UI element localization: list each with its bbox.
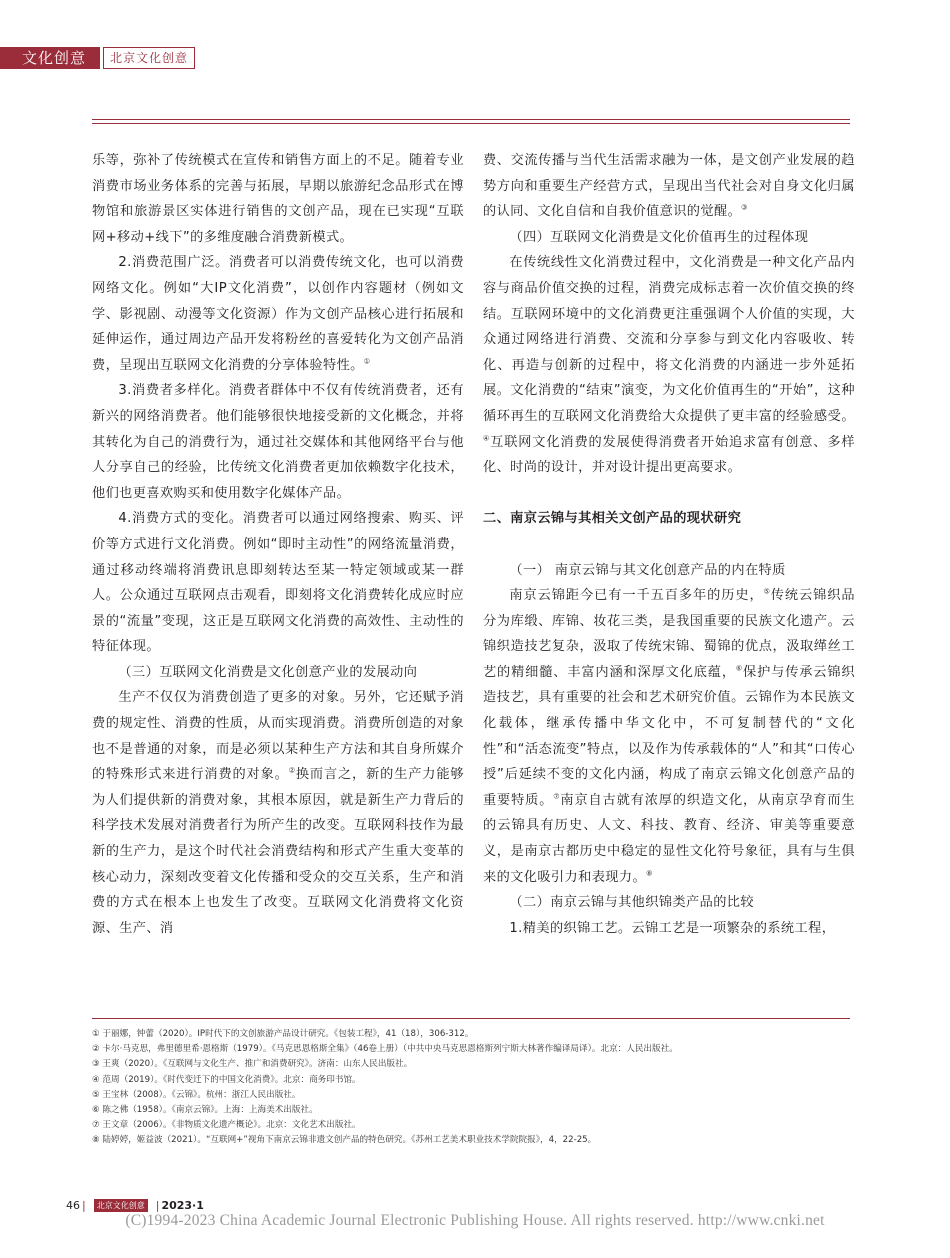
footnote-ref[interactable]: ⑧ [646, 869, 653, 878]
subheading: （二）南京云锦与其他织锦类产品的比较 [509, 895, 754, 911]
footnote: ⑤ 王宝林（2008）。《云锦》。杭州：浙江人民出版社。 [92, 1089, 301, 1100]
footnote: ② 卡尔·马克思，弗里德里希·恩格斯（1979）。《马克思恩格斯全集》（46卷上册）（中共中央马克思恩格斯列宁斯大林著作编译局译）。北京：人民出版社。 [92, 1044, 678, 1055]
subheading: （三）互联网文化消费是文化创意产业的发展动向 [118, 664, 418, 680]
issue-number: 2023·1 [161, 1199, 204, 1212]
footnote-ref[interactable]: ⑥ [735, 664, 744, 673]
paragraph: 生产不仅仅为消费创造了更多的对象。另外，它还赋予消费的规定性、消费的性质，从而实现消费。消费所创造的对象也不是普通的对象，而是必须以某种生产方法和其自身所媒介的特殊形式来进行消费的对象。②换而言之，新的生产力能够为人们提供新的消费对象，其根本原因，就是新生产力背后的科学技术发展对消费者行为所产生的改变。互联网科技作为最新的生产力，是这个时代社会消费结构和形式产生重大变革的核心动力，深刻改变着文化传播和受众的交互关系，生产和消费的方式在根本上也发生了改变。互联网文化消费将文化资源、生产、消 [92, 690, 464, 936]
paragraph: 3.消费者多样化。消费者群体中不仅有传统消费者，还有新兴的网络消费者。他们能够很快地接受新的文化概念，并将其转化为自己的消费行为，通过社交媒体和其他网络平台与他人分享自己的经验，比传统文化消费者更加依赖数字化技术，他们也更喜欢购买和使用数字化媒体产品。 [92, 383, 464, 501]
paragraph: 1.精美的织锦工艺。云锦工艺是一项繁杂的系统工程， [509, 920, 836, 936]
footnote-ref[interactable]: ⑦ [553, 792, 561, 801]
footnote: ⑧ 陆婷婷，姬益波（2021）。“互联网+”视角下南京云锦非遗文创产品的特色研究。《苏州工艺美术职业技术学院院报》，4，22-25。 [92, 1135, 597, 1146]
footnote: ⑥ 陈之佛（1958）。《南京云锦》。上海：上海美术出版社。 [92, 1105, 318, 1116]
section-heading: 二、南京云锦与其相关文创产品的现状研究 [483, 511, 742, 527]
paragraph: 2.消费范围广泛。消费者可以消费传统文化，也可以消费网络文化。例如“大IP文化消费”，以创作内容题材（例如文学、影视剧、动漫等文化资源）作为文创产品核心进行拓展和延伸运作，通过周边产品开发将粉丝的喜爱转化为文创产品消费，呈现出互联网文化消费的分享体验特性。① [92, 255, 464, 373]
paragraph: 乐等，弥补了传统模式在宣传和销售方面上的不足。随着专业消费市场业务体系的完善与拓展，早期以旅游纪念品形式在博物馆和旅游景区实体进行销售的文创产品，现在已实现“互联网+移动+线下”的多维度融合消费新模式。 [92, 153, 464, 245]
footnote: ④ 范周（2019）。《时代变迁下的中国文化消费》。北京：商务印书馆。 [92, 1074, 361, 1085]
page-footer: 46 | 北京文化创意 | 2023·1 [66, 1199, 204, 1212]
running-header [0, 47, 195, 69]
footnote: ⑦ 王文章（2006）。《非物质文化遗产概论》。北京：文化艺术出版社。 [92, 1120, 361, 1131]
journal-logo: 北京文化创意 [94, 1199, 148, 1212]
left-column [92, 148, 464, 941]
footnote: ③ 王爽（2020）。《互联网与文化生产、推广和消费研究》。济南：山东人民出版社。 [92, 1059, 413, 1070]
paragraph: 在传统线性文化消费过程中，文化消费是一种文化产品内容与商品价值交换的过程，消费完成标志着一次价值交换的终结。互联网环境中的文化消费更注重强调个人价值的实现，大众通过网络进行消费、交流和分享参与到文化内容吸收、转化、再造与创新的过程中，将文化消费的内涵进一步外延拓展。文化消费的“结束”演变，为文化价值再生的“开始”，这种循环再生的互联网文化消费给大众提供了更丰富的经验感受。④互联网文化消费的发展使得消费者开始追求富有创意、多样化、时尚的设计，并对设计提出更高要求。 [483, 255, 855, 476]
copyright-watermark: (C)1994-2023 China Academic Journal Electronic Publishing House. All rights reserved. http://www.cnki.net [125, 1212, 825, 1229]
footnote-ref[interactable]: ④ [483, 434, 491, 443]
footnote-ref[interactable]: ① [363, 357, 371, 366]
page-number: 46 [66, 1199, 80, 1212]
footnote: ① 于丽娜，钟蕾（2020）。IP时代下的文创旅游产品设计研究。《包装工程》，41（18），306-312。 [92, 1029, 474, 1039]
header-rule-2 [92, 123, 850, 124]
right-column [483, 148, 855, 941]
paragraph: 南京云锦距今已有一千五百多年的历史，⑤传统云锦织品分为库缎、库锦、妆花三类，是我国重要的民族文化遗产。云锦织造技艺复杂，汲取了传统宋锦、蜀锦的优点，汲取缂丝工艺的精细髓、丰富内涵和深厚文化底蕴，⑥保护与传承云锦织造技艺，具有重要的社会和艺术研究价值。云锦作为本民族文化载体，继承传播中华文化中，不可复制替代的“文化性”和“活态流变”特点，以及作为传承载体的“人”和其“口传心授”后延续不变的文化内涵，构成了南京云锦文化创意产品的重要特质。⑦南京自古就有浓厚的织造文化，从南京孕育而生的云锦具有历史、人文、科技、教育、经济、审美等重要意义，是南京古都历史中稳定的显性文化符号象征，具有与生俱来的文化吸引力和表现力。⑧ [483, 587, 855, 885]
footnote-rule [92, 1018, 850, 1019]
header-rule [92, 119, 850, 120]
paragraph: 4.消费方式的变化。消费者可以通过网络搜索、购买、评价等方式进行文化消费。例如“即时主动性”的网络流量消费，通过移动终端将消费讯息即刻转达至某一特定领域或某一群人。公众通过互联网点击观看，即刻将文化消费转化成应时应景的“流量”变现，这正是互联网文化消费的高效性、主动性的特征体现。 [92, 511, 464, 655]
section-label: 文化创意 [0, 47, 100, 69]
footnote-ref[interactable]: ③ [741, 203, 748, 212]
subheading: （一） 南京云锦与其文化创意产品的内在特质 [509, 562, 786, 578]
journal-label: 北京文化创意 [103, 47, 195, 69]
footnotes [92, 1027, 852, 1149]
footnote-ref[interactable]: ② [288, 766, 296, 775]
footnote-ref[interactable]: ⑤ [763, 587, 771, 596]
subheading: （四）互联网文化消费是文化价值再生的过程体现 [509, 229, 809, 245]
paragraph: 费、交流传播与当代生活需求融为一体，是文创产业发展的趋势方向和重要生产经营方式，呈现出当代社会对自身文化归属的认同、文化自信和自我价值意识的觉醒。③ [483, 153, 855, 220]
